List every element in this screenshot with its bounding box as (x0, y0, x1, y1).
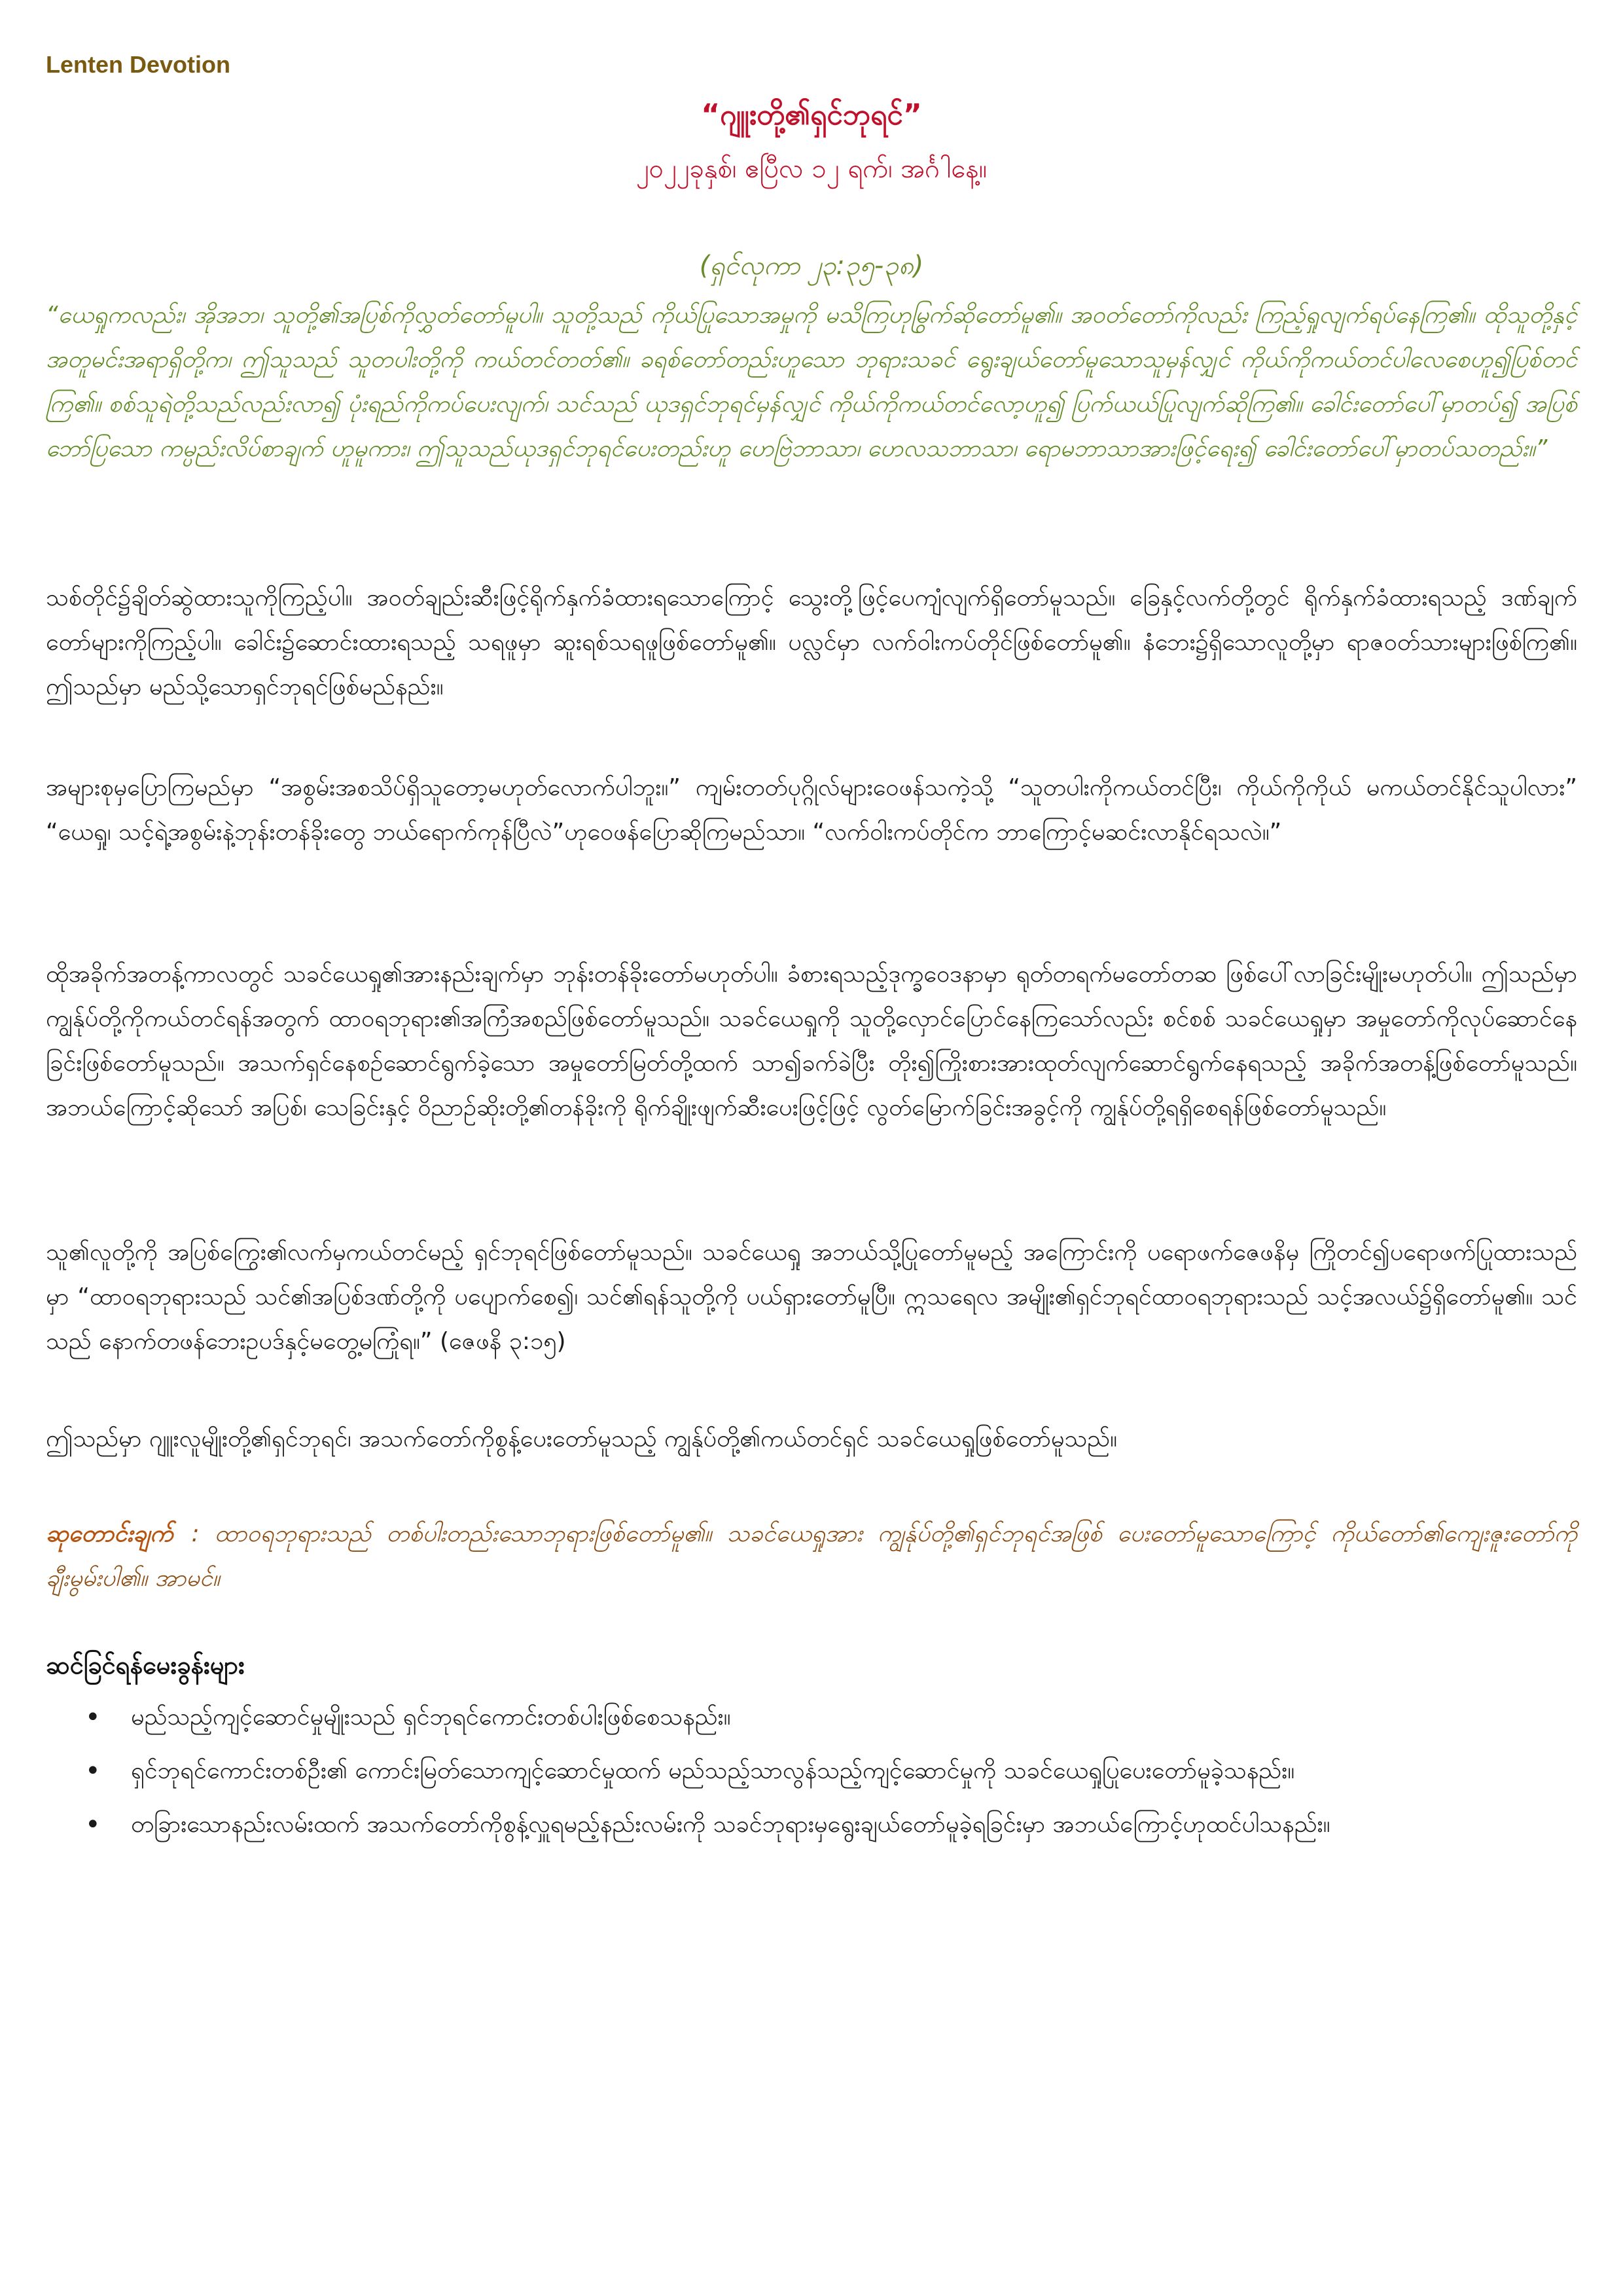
prayer-block (46, 1512, 1577, 1601)
list-item (85, 1803, 1512, 1847)
body-paragraph-2: အများစုမှပြောကြမည်မှာ “အစွမ်းအစသိပ်ရှိသူတော့မဟုတ်လောက်ပါဘူး။” ကျမ်းတတ်ပုဂ္ဂိုလ်များဝေဖန်သကဲ့သို့ “သူတပါးကိုကယ်တင်ပြီး၊ ကိုယ်ကိုကိုယ် မကယ်တင်နိုင်သူပါလား” “ယေရှု၊ သင့်ရဲ့အစွမ်းနဲ့ဘုန်းတန်ခိုးတွေ ဘယ်ရောက်ကုန်ပြီလဲ”ဟုဝေဖန်ပြောဆိုကြမည်သာ။ “လက်ဝါးကပ်တိုင်က ဘာကြောင့်မဆင်းလာနိုင်ရသလဲ။” (46, 774, 1577, 846)
bullet-icon: • (85, 1756, 101, 1786)
prayer-text: : ထာဝရဘုရားသည် တစ်ပါးတည်းသောဘုရားဖြစ်တော်မူ၏။ သခင်ယေရှုအား ကျွန်ုပ်တို့၏ရှင်ဘုရင်အဖြစ် ပေးတော်မူသောကြောင့် ကိုယ်တော်၏ကျေးဇူးတော်ကို ချီးမွမ်းပါ၏။ အာမင်။ (46, 1520, 1577, 1592)
list-item (85, 1695, 1512, 1740)
header-label: Lenten Devotion (46, 51, 231, 78)
prayer-label: ဆုတောင်းချက် (46, 1520, 173, 1547)
scripture-text: “ယေရှုကလည်း၊ အိုအဘ၊ သူတို့၏အပြစ်ကိုလွှတ်တော်မူပါ။ သူတို့သည် ကိုယ်ပြုသောအမှုကို မသိကြဟုမြွက်ဆိုတော်မူ၏။ အဝတ်တော်ကိုလည်း ကြည့်ရှုလျက်ရပ်နေကြ၏။ ထိုသူတို့နှင့်အတူမင်းအရာရှိတို့က၊ ဤသူသည် သူတပါးတို့ကို ကယ်တင်တတ်၏။ ခရစ်တော်တည်းဟူသော ဘုရားသခင် ရွေးချယ်တော်မူသောသူမှန်လျှင် ကိုယ်ကိုကယ်တင်ပါလေစေဟူ၍ပြစ်တင်ကြ၏။ စစ်သူရဲတို့သည်လည်းလာ၍ ပုံးရည်ကိုကပ်ပေးလျက်၊ သင်သည် ယုဒရှင်ဘုရင်မှန်လျှင် ကိုယ်ကိုကယ်တင်လော့ဟူ၍ ပြက်ယယ်ပြုလျက်ဆိုကြ၏။ ခေါင်းတော်ပေါ်မှာတပ်၍ အပြစ်ဘော်ပြသော ကမ္ပည်းလိပ်စာချက် ဟူမူကား၊ ဤသူသည်ယုဒရှင်ဘုရင်ပေးတည်းဟူ ဟေဗြဲဘာသာ၊ ဟေလသဘာသာ၊ ရောမဘာသာအားဖြင့်ရေး၍ ခေါင်းတော်ပေါ်မှာတပ်သတည်း။” (46, 302, 1577, 462)
question-text: ရှင်ဘုရင်ကောင်းတစ်ဦး၏ ကောင်းမြတ်သောကျင့်ဆောင်မှုထက် မည်သည့်သာလွန်သည့်ကျင့်ဆောင်မှုကို သခင်ယေရှုပြုပေးတော်မူခဲ့သနည်း။ (131, 1757, 1295, 1784)
questions-list (85, 1695, 1512, 1856)
question-text: တခြားသောနည်းလမ်းထက် အသက်တော်ကိုစွန့်လှူရမည့်နည်းလမ်းကို သခင်ဘုရားမှရွေးချယ်တော်မူခဲ့ရခြင်းမှာ အဘယ်ကြောင့်ဟုထင်ပါသနည်း။ (131, 1811, 1330, 1838)
date-line: ၂၀၂၂ခုနှစ်၊ ဧပြီလ ၁၂ ရက်၊ အင်္ဂါနေ့။ (636, 154, 987, 184)
page-title: “ဂျူးတို့၏ရှင်ဘုရင်” (701, 98, 922, 132)
questions-title: ဆင်ခြင်ရန်မေးခွန်းများ (46, 1651, 245, 1679)
bullet-icon: • (85, 1702, 101, 1732)
question-text: မည်သည့်ကျင့်ဆောင်မှုမျိုးသည် ရှင်ဘုရင်ကောင်းတစ်ပါးဖြစ်စေသနည်း။ (131, 1704, 731, 1731)
list-item (85, 1749, 1512, 1793)
bullet-icon: • (85, 1810, 101, 1840)
body-paragraph-4: သူ၏လူတို့ကို အပြစ်ကြွေး၏လက်မှကယ်တင်မည့် ရှင်ဘုရင်ဖြစ်တော်မူသည်။ သခင်ယေရှု အဘယ်သို့ပြုတော်မူမည့် အကြောင်းကို ပရောဖက်ဇေဖနိမှ ကြိုတင်၍ပရောဖက်ပြုထားသည်မှာ “ထာဝရဘုရားသည် သင်၏အပြစ်ဒဏ်တို့ကို ပပျောက်စေ၍၊ သင်၏ရန်သူတို့ကို ပယ်ရှားတော်မူပြီ။ ဣသရေလ အမျိုး၏ရှင်ဘုရင်ထာဝရဘုရားသည် သင့်အလယ်၌ရှိတော်မူ၏။ သင်သည် နောက်တဖန်ဘေးဥပဒ်နှင့်မတွေ့မကြုံရ။” (ဇေဖနိ ၃:၁၅) (46, 1239, 1577, 1355)
body-paragraph-3: ထိုအခိုက်အတန့်ကာလတွင် သခင်ယေရှု၏အားနည်းချက်မှာ ဘုန်းတန်ခိုးတော်မဟုတ်ပါ။ ခံစားရသည့်ဒုက္ခဝေဒနာမှာ ရုတ်တရက်မတော်တဆ ဖြစ်ပေါ်လာခြင်းမျိုးမဟုတ်ပါ။ ဤသည်မှာ ကျွန်ုပ်တို့ကိုကယ်တင်ရန်အတွက် ထာဝရဘုရား၏အကြံအစည်ဖြစ်တော်မူသည်။ သခင်ယေရှုကို သူတို့လှောင်ပြောင်နေကြသော်လည်း စင်စစ် သခင်ယေရှုမှာ အမှုတော်ကိုလုပ်ဆောင်နေခြင်းဖြစ်တော်မူသည်။ အသက်ရှင်နေစဉ်ဆောင်ရွက်ခဲ့သော အမှုတော်မြတ်တို့ထက် သာ၍ခက်ခဲပြီး တိုး၍ကြိုးစားအားထုတ်လျက်ဆောင်ရွက်နေရသည့် အခိုက်အတန့်ဖြစ်တော်မူသည်။ အဘယ်ကြောင့်ဆိုသော် အပြစ်၊ သေခြင်းနှင့် ဝိညာဉ်ဆိုးတို့၏တန်ခိုးကို ရိုက်ချိုးဖျက်ဆီးပေးဖြင့်ဖြင့် လွတ်မြောက်ခြင်းအခွင့်ကို ကျွန်ုပ်တို့ရရှိစေရန်ဖြစ်တော်မူသည်။ (46, 961, 1577, 1121)
body-paragraph-1: သစ်တိုင်၌ချိတ်ဆွဲထားသူကိုကြည့်ပါ။ အဝတ်ချည်းဆီးဖြင့်ရိုက်နှက်ခံထားရသောကြောင့် သွေးတို့ဖြင့်ပေကျံလျက်ရှိတော်မူသည်။ ခြေနှင့်လက်တို့တွင် ရိုက်နှက်ခံထားရသည့် ဒဏ်ချက်တော်များကိုကြည့်ပါ။ ခေါင်း၌ဆောင်းထားရသည့် သရဖူမှာ ဆူးရစ်သရဖူဖြစ်တော်မူ၏။ ပလ္လင်မှာ လက်ဝါးကပ်တိုင်ဖြစ်တော်မူ၏။ နံဘေး၌ရှိသောလူတို့မှာ ရာဇဝတ်သားများဖြစ်ကြ၏။ ဤသည်မှာ မည်သို့သောရှင်ဘုရင်ဖြစ်မည်နည်း။ (46, 584, 1577, 700)
body-paragraph-5: ဤသည်မှာ ဂျူးလူမျိုးတို့၏ရှင်ဘုရင်၊ အသက်တော်ကိုစွန့်ပေးတော်မူသည့် ကျွန်ုပ်တို့၏ကယ်တင်ရှင် သခင်ယေရှုဖြစ်တော်မူသည်။ (46, 1426, 1117, 1452)
scripture-reference: (ရှင်လုကာ ၂၃:၃၅-၃၈) (699, 251, 924, 281)
